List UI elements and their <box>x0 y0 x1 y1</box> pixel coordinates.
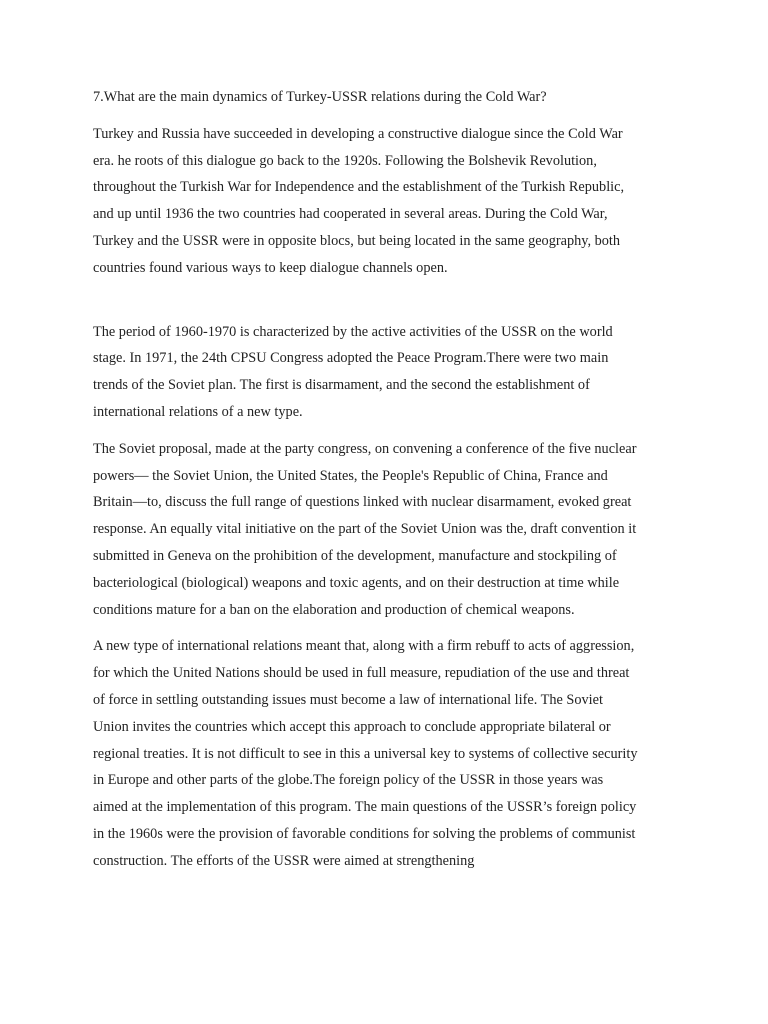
document-body <box>93 84 641 885</box>
question-heading: 7.What are the main dynamics of Turkey-USSR relations during the Cold War? <box>93 89 547 105</box>
paragraph-soviet-proposal: The Soviet proposal, made at the party congress, on convening a conference of the five nuclear powers— the Soviet Union, the United States, the People's Republic of China, France and Britain—to, discuss the full range of questions linked with nuclear disarmament, evoked great response. An equally vital initiative on the part of the Soviet Union was the, draft convention it submitted in Geneva on the prohibition of the development, manufacture and stockpiling of bacteriological (biological) weapons and toxic agents, and on their destruction at time while conditions mature for a ban on the elaboration and production of chemical weapons. <box>93 440 637 618</box>
paragraph-new-type-relations: A new type of international relations meant that, along with a firm rebuff to acts of aggression, for which the United Nations should be used in full measure, repudiation of the use and threat of force in settling outstanding issues must become a law of international life. The Soviet Union invites the countries which accept this approach to conclude appropriate bilateral or regional treaties. It is not difficult to see in this a universal key to systems of collective security in Europe and other parts of the globe.The foreign policy of the USSR in those years was aimed at the implementation of this program. The main questions of the USSR’s foreign policy in the 1960s were the provision of favorable conditions for solving the problems of communist construction. The efforts of the USSR were aimed at strengthening <box>93 638 638 869</box>
paragraph-period-1960-1970: The period of 1960-1970 is characterized by the active activities of the USSR on the world stage. In 1971, the 24th CPSU Congress adopted the Peace Program.There were two main trends of the Soviet plan. The first is disarmament, and the second the establishment of international relations of a new type. <box>93 323 613 420</box>
paragraph-turkey-russia-dialogue: Turkey and Russia have succeeded in developing a constructive dialogue since the Cold War era. he roots of this dialogue go back to the 1920s. Following the Bolshevik Revolution, throughout the Turkish War for Independence and the establishment of the Turkish Republic, and up until 1936 the two countries had cooperated in several areas. During the Cold War, Turkey and the USSR were in opposite blocs, but being located in the same geography, both countries found various ways to keep dialogue channels open. <box>93 125 625 276</box>
